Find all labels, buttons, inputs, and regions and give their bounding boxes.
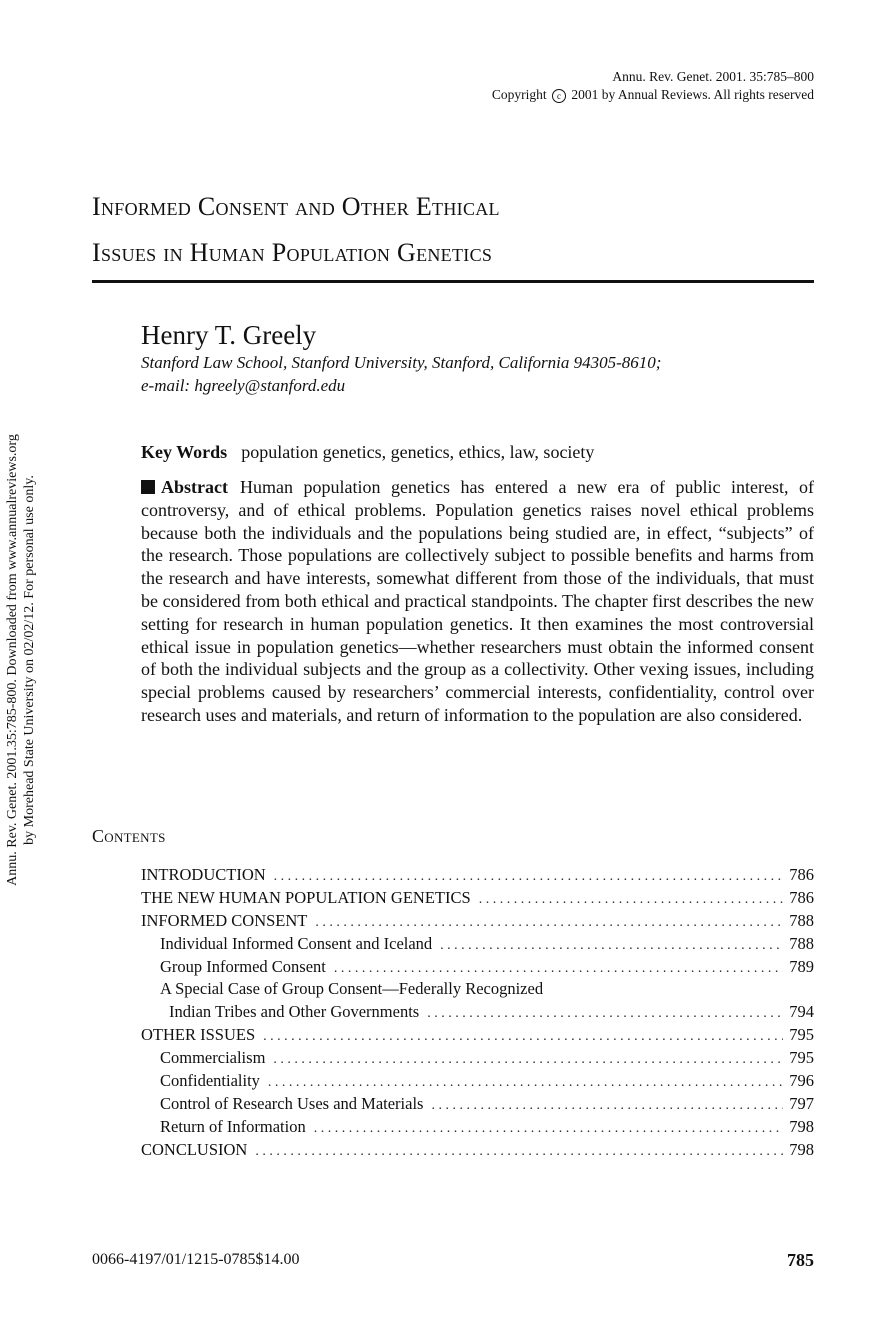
- title-line-1: Informed Consent and Other Ethical: [92, 192, 500, 221]
- article-title: [92, 184, 814, 276]
- toc-leader: [431, 1095, 783, 1118]
- journal-header: [492, 68, 814, 104]
- download-notice-line-1: Annu. Rev. Genet. 2001.35:785-800. Downloaded from www.annualreviews.org: [5, 434, 20, 886]
- toc-entry-label: Control of Research Uses and Materials: [160, 1093, 424, 1113]
- abstract-label: Abstract: [161, 477, 228, 497]
- toc-entry-page: 788: [789, 910, 814, 930]
- toc-entry-label: INFORMED CONSENT: [141, 910, 308, 930]
- toc-entry-page: 796: [789, 1071, 814, 1091]
- toc-entry-page: 788: [789, 933, 814, 953]
- download-notice: [4, 380, 38, 940]
- toc-leader: [268, 1072, 783, 1095]
- affiliation-email[interactable]: e-mail: hgreely@stanford.edu: [141, 376, 346, 395]
- toc-entry[interactable]: [141, 1116, 814, 1139]
- keywords: [141, 440, 594, 464]
- download-notice-line-2: by Morehead State University on 02/02/12. For personal use only.: [22, 475, 37, 845]
- toc-entry[interactable]: [141, 1024, 814, 1047]
- contents-heading: Contents: [92, 826, 166, 846]
- toc-leader: [479, 889, 784, 912]
- toc-leader: [334, 958, 783, 981]
- toc-entry-page: 795: [789, 1048, 814, 1068]
- toc-entry-continued[interactable]: A Special Case of Group Consent—Federally Recognized: [160, 979, 544, 999]
- toc-leader: [263, 1026, 783, 1049]
- square-bullet-icon: [141, 480, 155, 494]
- toc-entry-page: 786: [789, 887, 814, 907]
- toc-entry[interactable]: [141, 887, 814, 910]
- toc-entry[interactable]: [141, 910, 814, 933]
- author-affiliation: [141, 351, 661, 397]
- toc-entry[interactable]: [141, 956, 814, 979]
- toc-entry[interactable]: [141, 1093, 814, 1116]
- keywords-text: population genetics, genetics, ethics, law, society: [241, 442, 595, 462]
- author-name: Henry T. Greely: [141, 320, 317, 350]
- toc-entry-label: Individual Informed Consent and Iceland: [160, 933, 433, 953]
- toc-leader: [440, 935, 783, 958]
- toc-leader: [273, 1049, 783, 1072]
- toc-entry-label: Commercialism: [160, 1048, 266, 1068]
- toc-entry-label: OTHER ISSUES: [141, 1025, 256, 1045]
- toc-entry-page: 797: [789, 1093, 814, 1113]
- toc-leader: [314, 1118, 784, 1141]
- title-rule: [92, 280, 814, 283]
- toc-entry-label: CONCLUSION: [141, 1139, 248, 1159]
- toc-entry[interactable]: [141, 1070, 814, 1093]
- abstract: [141, 476, 814, 727]
- keywords-label: Key Words: [141, 442, 228, 462]
- toc-leader: [315, 912, 783, 935]
- toc-leader: [274, 866, 784, 889]
- toc-entry-label: THE NEW HUMAN POPULATION GENETICS: [141, 887, 471, 907]
- toc-entry[interactable]: [141, 864, 814, 887]
- toc-entry[interactable]: [141, 933, 814, 956]
- toc-entry[interactable]: [141, 1001, 814, 1024]
- toc-entry[interactable]: [141, 1139, 814, 1162]
- toc-leader: [427, 1003, 783, 1026]
- copyright-icon: c: [552, 89, 566, 103]
- toc-entry-page: 794: [789, 1002, 814, 1022]
- toc-entry-page: 798: [789, 1116, 814, 1136]
- toc-entry-page: 795: [789, 1025, 814, 1045]
- toc-entry[interactable]: [141, 1047, 814, 1070]
- publication-code: 0066-4197/01/1215-0785$14.00: [92, 1251, 300, 1268]
- toc-entry-label: INTRODUCTION: [141, 865, 266, 884]
- toc-entry-label: Group Informed Consent: [160, 956, 326, 976]
- table-of-contents: [141, 864, 814, 1162]
- citation-line: Annu. Rev. Genet. 2001. 35:785–800: [612, 69, 814, 84]
- toc-entry-label: Indian Tribes and Other Governments: [169, 1002, 420, 1022]
- toc-entry-label: Return of Information: [160, 1116, 306, 1136]
- copyright-line: [492, 86, 814, 104]
- abstract-text: Human population genetics has entered a new era of public interest, of controversy, and of ethical problems. Population genetics raises novel ethical problems because both the individuals and the populations being studied are, in effect, “subjects” of the research. Those populations are collectively subject to possible benefits and harms from the research and have interests, somewhat different from those of the individuals, that must be considered from both ethical and practical standpoints. The chapter first describes the new setting for research in human population genetics. It then examines the most controversial ethical issue in population genetics—whether researchers must obtain the informed consent of both the individual subjects and the group as a collectivity. Other vexing issues, including special problems caused by researchers’ commercial interests, confidentiality, control over research uses and materials, and return of information to the population are also considered.: [141, 477, 814, 725]
- toc-entry-page: 798: [789, 1139, 814, 1159]
- affiliation-line-1: Stanford Law School, Stanford University, Stanford, California 94305-8610;: [141, 353, 662, 372]
- copyright-prefix: Copyright: [491, 87, 547, 102]
- toc-entry-label: Confidentiality: [160, 1071, 260, 1091]
- toc-entry-page: 789: [789, 956, 814, 976]
- page-number: 785: [787, 1250, 814, 1270]
- toc-leader: [255, 1141, 783, 1164]
- title-line-2: Issues in Human Population Genetics: [92, 238, 493, 267]
- toc-entry-page: 786: [789, 865, 814, 884]
- copyright-suffix: 2001 by Annual Reviews. All rights reserved: [571, 87, 814, 102]
